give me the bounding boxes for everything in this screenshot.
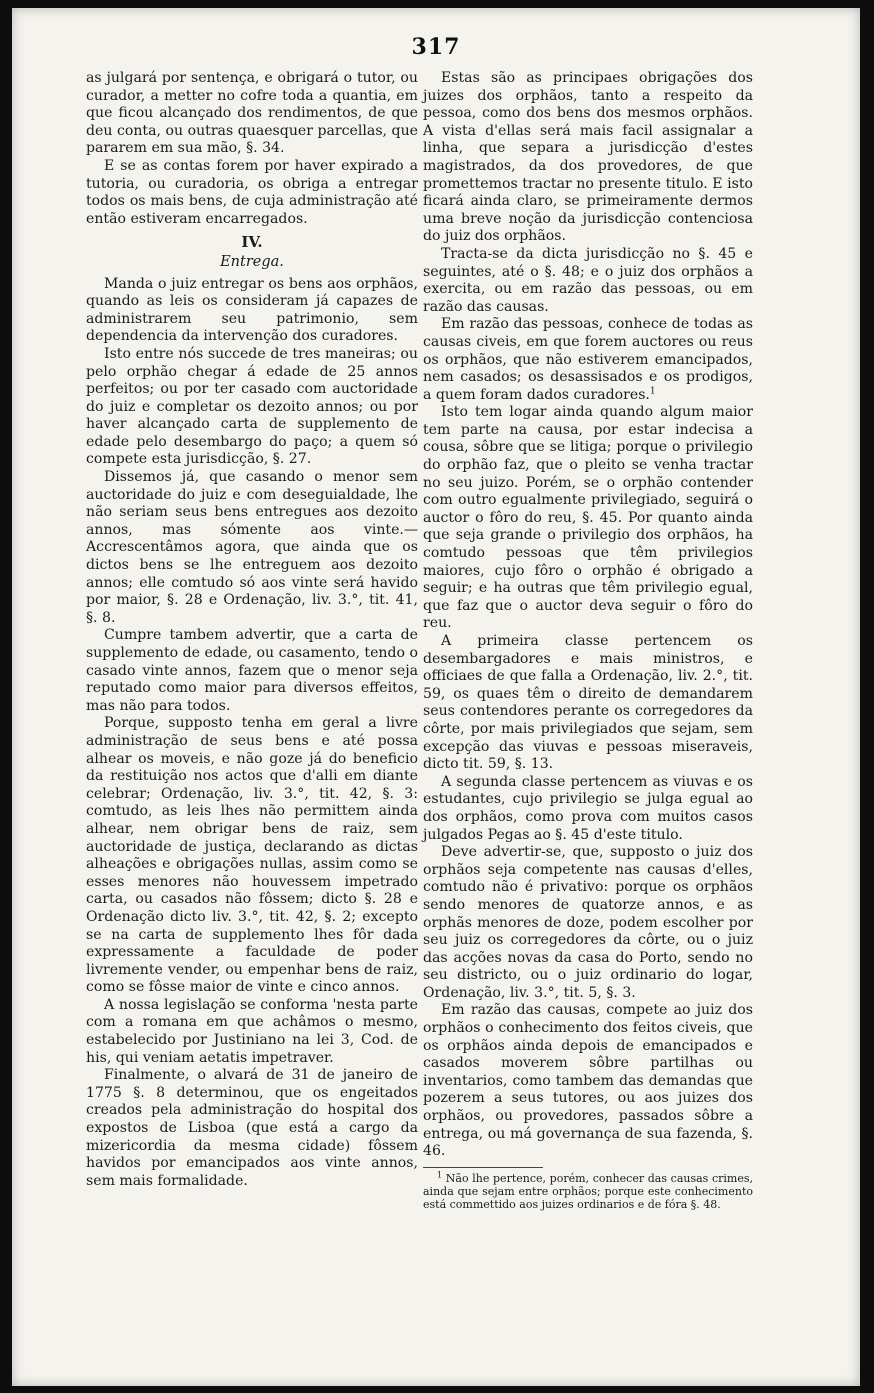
paragraph: Estas são as principaes obrigações dos juizes dos orphãos, tanto a respeito da pessoa, como dos bens dos mesmos orphãos. A vista d'ellas será mais facil assignalar a linha, que separa a jurisdicção d'estes magistrados, da dos provedores, de que promettemos tractar no presente titulo. E isto ficará ainda claro, se primeiramente dermos uma breve noção da jurisdicção contenciosa do juiz dos orphãos. — [423, 70, 753, 245]
paragraph: Cumpre tambem advertir, que a carta de supplemento de edade, ou casamento, tendo o casado vinte annos, fazem que o menor seja reputado como maior para diversos effeitos, mas não para todos. — [86, 627, 418, 714]
paragraph: E se as contas forem por haver expirado a tutoria, ou curadoria, os obriga a entregar todos os mais bens, de cuja administração até então estiveram encarregados. — [86, 157, 418, 227]
footnote — [423, 1172, 753, 1212]
paragraph: A segunda classe pertencem as viuvas e os estudantes, cujo privilegio se julga egual ao dos orphãos, como prova com muitos casos julgados Pegas ao §. 45 d'este titulo. — [423, 773, 753, 843]
paragraph: Em razão das pessoas, conhece de todas as causas civeis, em que forem auctores ou reus os orphãos, que não estiverem emancipados, nem casados; os desassisados e os prodigos, a quem foram dados curadores. — [423, 316, 753, 403]
paragraph: as julgará por sentença, e obrigará o tutor, ou curador, a metter no cofre toda a quantia, em que ficou alcançado dos rendimentos, de que deu conta, ou outras quaesquer parcellas, que pararem em sua mão, §. 34. — [86, 70, 418, 157]
paragraph-with-note — [423, 316, 753, 404]
footnote-text: Não lhe pertence, porém, conhecer das causas crimes, ainda que sejam entre orphãos; porque este conhecimento está commettido aos juizes ordinarios e de fóra §. 48. — [423, 1171, 753, 1212]
paragraph: A primeira classe pertencem os desembargadores e mais ministros, e officiaes de que falla a Ordenação, liv. 2.°, tit. 59, os quaes têm o direito de demandarem seus contendores perante os corregedores da côrte, por mais privilegiados que sejam, sem excepção das viuvas e pessoas miseraveis, dicto tit. 59, §. 13. — [423, 633, 753, 773]
paragraph: Deve advertir-se, que, supposto o juiz dos orphãos seja competente nas causas d'elles, comtudo não é privativo: porque os orphãos sendo menores de quatorze annos, e as orphãs menores de doze, podem escolher por seu juiz os corregedores da côrte, ou o juiz das acções novas da casa do Porto, sendo no seu districto, ou o juiz ordinario do logar, Ordenação, liv. 3.°, tit. 5, §. 3. — [423, 844, 753, 1001]
paragraph: Tracta-se da dicta jurisdicção no §. 45 e seguintes, até o §. 48; e o juiz dos orphãos a exercita, ou em razão das pessoas, ou em razão das causas. — [423, 245, 753, 315]
book-page — [12, 8, 860, 1386]
paragraph: Dissemos já, que casando o menor sem auctoridade do juiz e com deseguialdade, lhe não seriam seus bens entregues aos dezoito annos, mas sómente aos vinte.— Accrescentâmos agora, que ainda que os dictos bens se lhe entreguem aos dezoito annos; elle comtudo só aos vinte será havido por maior, §. 28 e Ordenação, liv. 3.°, tit. 41, §. 8. — [86, 469, 418, 626]
paragraph: Isto entre nós succede de tres maneiras; ou pelo orphão chegar á edade de 25 annos perfeitos; ou por ter casado com auctoridade do juiz e completar os dezoito annos; ou por haver alcançado carta de supplemento de edade pelo desembargo do paço; a quem só compete esta jurisdicção, §. 27. — [86, 345, 418, 468]
section-title: Entrega. — [220, 253, 284, 270]
right-column — [423, 70, 753, 1211]
page-number: 317 — [411, 34, 461, 60]
section-number: IV. — [241, 233, 263, 252]
paragraph: Finalmente, o alvará de 31 de janeiro de 1775 §. 8 determinou, que os engeitados creados pela administração do hospital dos expostos de Lisboa (que está a cargo da mizericordia da mesma cidade) fôssem havidos por emancipados aos vinte annos, sem mais formalidade. — [86, 1067, 418, 1189]
paragraph: Isto tem logar ainda quando algum maior tem parte na causa, por estar indecisa a cousa, sôbre que se litiga; porque o privilegio do orphão faz, que o pleito se venha tractar no seu juizo. Porém, se o orphão contender com outro egualmente privilegiado, seguirá o auctor o fôro do reu, §. 45. Por quanto ainda que seja grande o privilegio dos orphãos, ha comtudo pessoas que têm privilegios maiores, cujo fôro o orphão é obrigado a seguir; e ha outras que têm privilegio egual, que faz que o auctor deva seguir o fôro do reu. — [423, 404, 753, 632]
paragraph: Porque, supposto tenha em geral a livre administração de seus bens e até possa alhear os moveis, e não goze já do beneficio da restituição nos actos que d'alli em diante celebrar; Ordenação, liv. 3.°, tit. 42, §. 3: comtudo, as leis lhes não permittem ainda alhear, nem obrigar bens de raiz, sem auctoridade de justiça, declarando as dictas alheações e obrigações nullas, assim como se esses menores não houvessem impetrado carta, ou casados não fôssem; dicto §. 28 e Ordenação dicto liv. 3.°, tit. 42, §. 2; excepto se na carta de supplemento lhes fôr dada expressamente a faculdade de poder livremente vender, ou empenhar bens de raiz, como se fôsse maior de vinte e cinco annos. — [86, 715, 418, 996]
footnote-number: 1 — [437, 1170, 443, 1180]
footnote-marker: 1 — [649, 386, 656, 396]
footnote-divider — [423, 1167, 543, 1168]
left-column — [86, 70, 418, 1190]
paragraph: Em razão das causas, compete ao juiz dos orphãos o conhecimento dos feitos civeis, que os orphãos ainda depois de emancipados e casados moverem sôbre partilhas ou inventarios, como tambem das demandas que pozerem a seus tutores, ou aos juizes dos orphãos, ou provedores, passados sôbre a entrega, ou má governança de sua fazenda, §. 46. — [423, 1002, 753, 1160]
paragraph: Manda o juiz entregar os bens aos orphãos, quando as leis os consideram já capazes de administrarem seu patrimonio, sem dependencia da intervenção dos curadores. — [86, 275, 418, 345]
paragraph: A nossa legislação se conforma 'nesta parte com a romana em que achâmos o mesmo, estabelecido por Justiniano na lei 3, Cod. de his, qui veniam aetatis impetraver. — [86, 996, 418, 1066]
